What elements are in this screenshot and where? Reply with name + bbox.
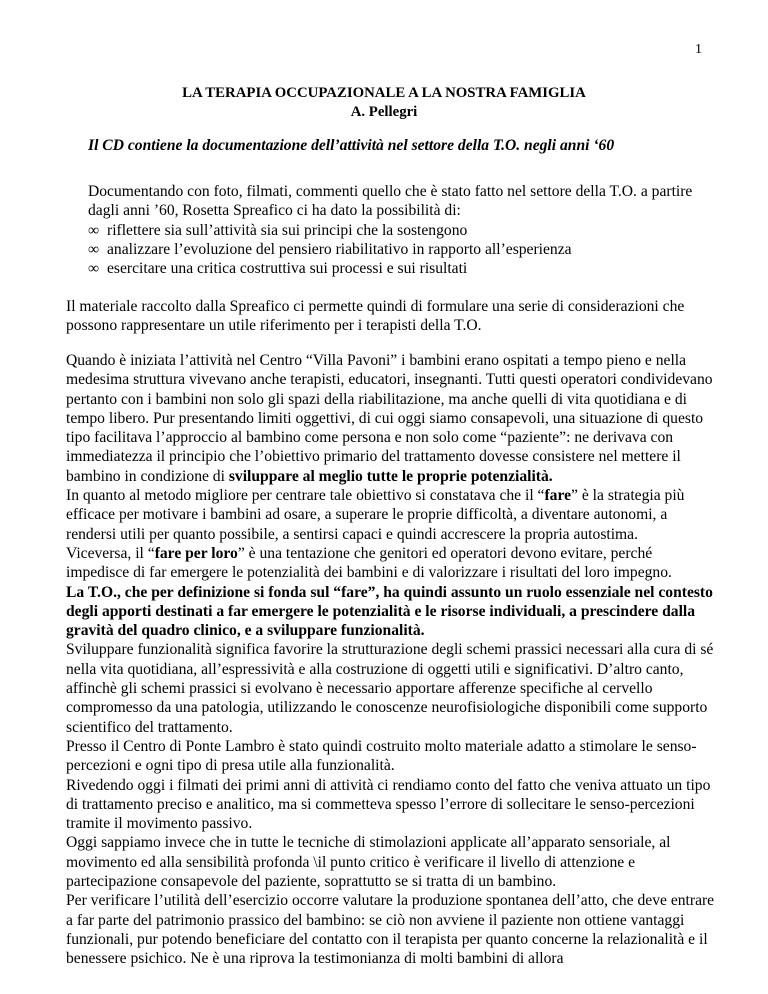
paragraph-material: Il materiale raccolto dalla Spreafico ci permette quindi di formulare una serie di considerazioni che possono rappresentare un utile riferimento per i terapisti della T.O. xyxy=(66,298,685,335)
list-item: ∞ riflettere sia sull’attività sia sui principi che la sostengono xyxy=(88,221,468,239)
list-item: ∞ esercitare una critica costruttiva sui processi e sui risultati xyxy=(88,260,468,278)
paragraph-villa-pavoni: Quando è iniziata l’attività nel Centro “Villa Pavoni” i bambini erano ospitati a tempo pieno e nella medesima struttura vivevano anche terapisti, educatori, insegnanti. Tutti questi operatori condividevano pertanto con i bambini non solo gli spazi della riabilitazione, ma anche quelli di vita quotidiana e di tempo libero. Pur presentando limiti oggettivi, di cui oggi siamo consapevoli, una situazione di questo tipo facilitava l’approccio al bambino come persona e non solo come “paziente”: ne derivava con immediatezza il principio che l’obiettivo primario del trattamento dovesse consistere nel mettere il bambino in condizione di sviluppare al meglio tutte le proprie potenzialità. xyxy=(66,352,713,485)
page-number: 1 xyxy=(695,42,702,57)
title-block xyxy=(0,84,768,122)
paragraph-stimolazioni: Oggi sappiamo invece che in tutte le tecniche di stimolazioni applicate all’apparato sensoriale, al movimento ed alla sensibilità profonda \il punto critico è verificare il livello di attenzione e partecipazione consapevole del paziente, soprattutto se si tratta di un bambino. xyxy=(66,834,671,891)
infinity-bullet-icon: ∞ xyxy=(88,221,100,239)
infinity-bullet-icon: ∞ xyxy=(88,260,100,278)
paragraph-bold-to: La T.O., che per definizione si fonda sul “fare”, ha quindi assunto un ruolo essenziale nel contesto degli apporti destinati a far emergere le potenzialità e le risorse individuali, a prescindere dalla gravità del quadro clinico, e a sviluppare funzionalità. xyxy=(66,583,713,640)
paragraph-fare-per-loro: Viceversa, il “fare per loro” è una tentazione che genitori ed operatori devono evitare, perché impedisce di far emergere le potenzialità dei bambini e di valorizzare i risultati del loro impegno. xyxy=(66,544,672,582)
main-body xyxy=(66,351,718,969)
infinity-bullet-icon: ∞ xyxy=(88,240,100,258)
intro-text: Documentando con foto, filmati, commenti quello che è stato fatto nel settore della T.O. a partire dagli anni ’60, Rosetta Spreafico ci ha dato la possibilità di: xyxy=(88,183,693,220)
document-title: LA TERAPIA OCCUPAZIONALE A LA NOSTRA FAMIGLIA xyxy=(182,85,586,101)
paragraph-filmati: Rivedendo oggi i filmati dei primi anni di attività ci rendiamo conto del fatto che veniva attuato un tipo di trattamento preciso e analitico, ma si commetteva spesso l’errore di sollecitare le senso-percezioni tramite il movimento passivo. xyxy=(66,776,711,833)
intro-section xyxy=(88,182,708,278)
bold-phrase-fare-per-loro: fare per loro xyxy=(154,544,238,562)
bold-phrase: sviluppare al meglio tutte le proprie potenzialità. xyxy=(228,467,553,485)
paragraph-verifica: Per verificare l’utilità dell’esercizio occorre valutare la produzione spontanea dell’atto, che deve entrare a far parte del patrimonio prassico del bambino: se ciò non avviene il paziente non ottiene vantaggi funzionali, pur potendo beneficiare del contatto con il terapista per quanto concerne la relazionalità e il benessere psichico. Ne è una riprova la testimonianza di molti bambini di allora xyxy=(66,892,715,968)
bold-word-fare: fare xyxy=(544,487,572,505)
paragraph-ponte-lambro: Presso il Centro di Ponte Lambro è stato quindi costruito molto materiale adatto a stimolare le senso-percezioni e ogni tipo di presa utile alla funzionalità. xyxy=(66,737,697,775)
list-item: ∞ analizzare l’evoluzione del pensiero riabilitativo in rapporto all’esperienza xyxy=(88,240,572,258)
intro-bullet-list xyxy=(88,221,708,279)
paragraph-funzionalita: Sviluppare funzionalità significa favorire la strutturazione degli schemi prassici necessari alla cura di sé nella vita quotidiana, all’espressività e alla costruzione di oggetti utili e significativi. D’altro canto, affinchè gli schemi prassici si evolvano è necessario apportare afferenze specifiche al cervello compromesso da una patologia, utilizzando le conoscenze neurofisiologiche disponibili come supporto scientifico del trattamento. xyxy=(66,641,714,736)
paragraph-fare: In quanto al metodo migliore per centrare tale obiettivo si constatava che il “fare” è la strategia più efficace per motivare i bambini ad osare, a superare le proprie difficoltà, a diventare autonomi, a rendersi utili per quanto possibile, a sentirsi capaci e quindi accrescere la propria autostima. xyxy=(66,487,685,543)
document-subtitle: Il CD contiene la documentazione dell’attività nel settore della T.O. negli anni ‘60 xyxy=(88,137,615,154)
author: A. Pellegri xyxy=(350,104,418,120)
